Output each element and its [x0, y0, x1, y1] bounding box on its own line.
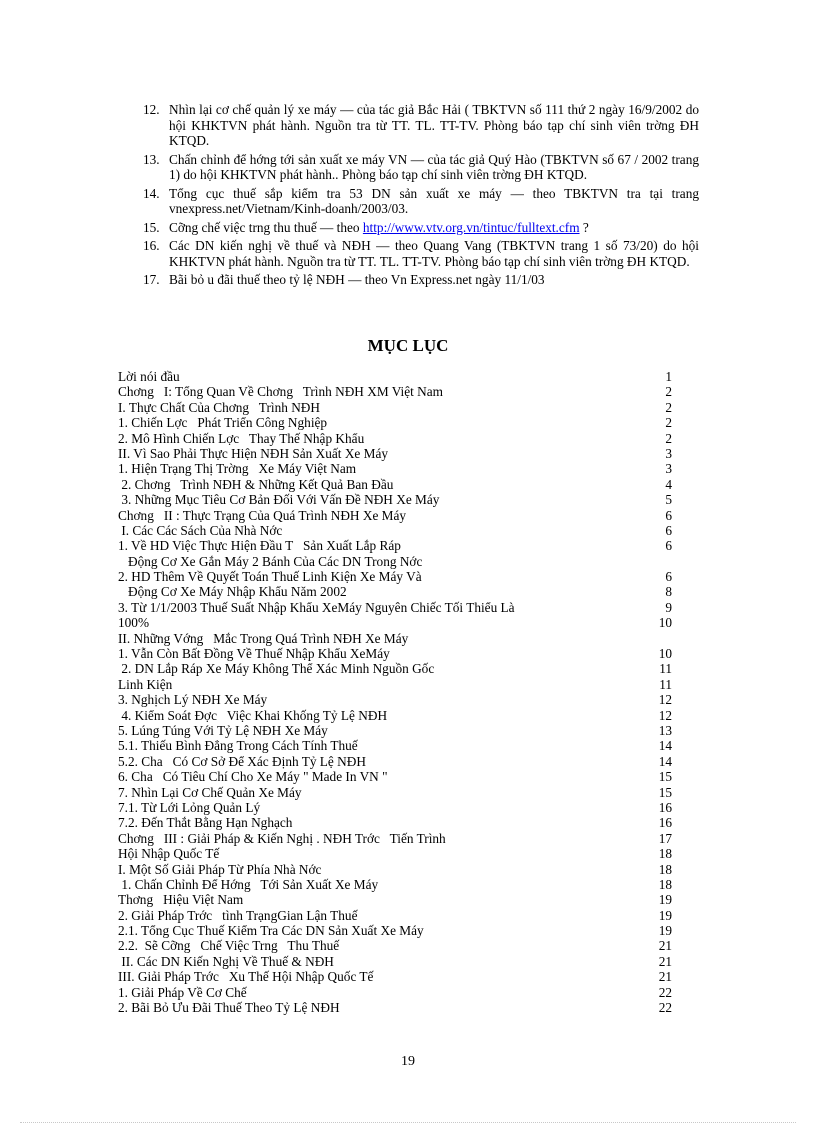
toc-entry — [118, 431, 672, 446]
toc-entry-label: 7.2. Đến Thắt Bằng Hạn Nghạch — [118, 815, 293, 831]
toc-entry-page: 15 — [658, 769, 672, 785]
toc-entry-page: 21 — [658, 953, 672, 969]
toc-entry-page: 17 — [658, 830, 672, 846]
reference-number: 16. — [143, 238, 160, 253]
reference-number: 15. — [143, 219, 160, 235]
toc-entry-page: 11 — [659, 676, 672, 692]
reference-text: Các DN kiến nghị về thuế và NĐH — theo Quang Vang (TBKTVN trang 1 số 73/20) do hội KHKTVN phát hành. Nguồn tra từ TT. TL. TT-TV. Phòng báo tạp chí sinh viên trờng ĐH KTQD. — [169, 238, 699, 269]
toc-entry — [118, 646, 672, 661]
toc-entry-page: 12 — [658, 707, 672, 723]
toc-entry-label: 3. Từ 1/1/2003 Thuế Suất Nhập Khẩu XeMáy Nguyên Chiếc Tối Thiểu Là — [118, 599, 515, 615]
toc-entry-page: 16 — [658, 799, 672, 815]
toc-entry-page: 14 — [658, 753, 672, 769]
toc-entry-page: 22 — [658, 984, 672, 1000]
toc-entry — [118, 892, 672, 907]
reference-text-suffix: ? — [579, 219, 589, 235]
toc-entry — [118, 969, 672, 984]
reference-number: 12. — [143, 102, 160, 117]
reference-item — [143, 152, 699, 183]
toc-entry-label: 1. Giải Pháp Về Cơ Chế — [118, 984, 247, 1000]
toc-entry — [118, 938, 672, 953]
toc-entry-page: 14 — [658, 738, 672, 754]
toc-entry-page: 3 — [665, 445, 672, 461]
toc-entry — [118, 446, 672, 461]
toc-entry-label: 5.2. Cha Có Cơ Sở Để Xác Định Tỷ Lệ NĐH — [118, 753, 366, 769]
toc-entry-label: 1. Chiến Lợc Phát Triển Công Nghiệp — [118, 415, 328, 431]
toc-entry-page: 19 — [658, 907, 672, 923]
toc-entry-label: 1. Về HD Việc Thực Hiện Đầu T Sản Xuất Lắp Ráp — [118, 538, 401, 554]
toc-entry — [118, 661, 672, 676]
toc-entry-label: 6. Cha Có Tiêu Chí Cho Xe Máy " Made In VN " — [118, 769, 388, 785]
toc-entry-label: Linh Kiện — [118, 676, 173, 692]
toc-entry-label: 2. Giải Pháp Trớc tình TrạngGian Lận Thuế — [118, 907, 358, 923]
reference-number: 17. — [143, 272, 160, 287]
toc-entry-label: Động Cơ Xe Gắn Máy 2 Bánh Của Các DN Trong Nớc — [118, 553, 423, 569]
toc-entry-page: 10 — [658, 615, 672, 631]
reference-list — [143, 102, 699, 291]
toc-entry-page: 19 — [658, 923, 672, 939]
toc-entry-label: 2. HD Thêm Về Quyết Toán Thuế Linh Kiện Xe Máy Và — [118, 569, 422, 585]
toc-entry-page: 15 — [658, 784, 672, 800]
reference-text: Nhìn lại cơ chế quản lý xe máy — của tác giả Bắc Hải ( TBKTVN số 111 thứ 2 ngày 16/9/2002 do hội KHKTVN phát hành. Nguồn tra từ TT. TL. TT-TV. Phòng báo tạp chí sinh viên trờng ĐH KTQD. — [169, 102, 699, 148]
toc-entry-page: 6 — [665, 569, 672, 585]
toc-entry — [118, 631, 672, 646]
toc-entry — [118, 723, 672, 738]
toc-entry-label: I. Thực Chất Của Chơng Trình NĐH — [118, 399, 321, 415]
toc-entry-label: Thơng Hiệu Việt Nam — [118, 892, 244, 908]
toc-entry-label: 2. Bãi Bỏ Ưu Đãi Thuế Theo Tỷ Lệ NĐH — [118, 1000, 340, 1016]
toc-entry-label: 7.1. Từ Lới Lỏng Quản Lý — [118, 799, 261, 815]
reference-number: 14. — [143, 185, 160, 201]
toc-entry-label: Chơng II : Thực Trạng Của Quá Trình NĐH Xe Máy — [118, 507, 407, 523]
toc-entry-label: 3. Những Mục Tiêu Cơ Bản Đối Với Vấn Đề NĐH Xe Máy — [118, 492, 440, 508]
toc-entry — [118, 384, 672, 399]
toc-entry — [118, 908, 672, 923]
toc-entry-page: 18 — [658, 876, 672, 892]
reference-text: Chấn chỉnh để hớng tới sản xuất xe máy VN — của tác giả Quý Hào (TBKTVN số 67 / 2002 trang 1) do hội KHKTVN phát hành.. Phòng báo tạp chí sinh viên trờng ĐH KTQD. — [169, 151, 699, 182]
toc-entry — [118, 554, 672, 569]
toc-entry-label: Hội Nhập Quốc Tế — [118, 846, 220, 862]
toc-entry-page: 3 — [665, 461, 672, 477]
toc-entry-label: 2. Mô Hình Chiến Lợc Thay Thế Nhập Khẩu — [118, 430, 365, 446]
toc-entry-label: III. Giải Pháp Trớc Xu Thế Hội Nhập Quốc Tế — [118, 969, 374, 985]
toc-entry-label: Chơng I: Tổng Quan Về Chơng Trình NĐH XM Việt Nam — [118, 384, 444, 400]
toc-entry-label: 1. Chấn Chỉnh Để Hớng Tới Sản Xuất Xe Máy — [118, 876, 379, 892]
toc-entry — [118, 708, 672, 723]
toc-entry-page: 11 — [659, 661, 672, 677]
toc-entry — [118, 692, 672, 707]
toc-entry — [118, 400, 672, 415]
page-number: 19 — [401, 1054, 415, 1069]
toc-entry-label: II. Các DN Kiến Nghị Về Thuế & NĐH — [118, 953, 334, 969]
reference-text: Tổng cục thuế sắp kiểm tra 53 DN sản xuất xe máy — theo TBKTVN tra tại trang vnexpress.net/Vietnam/Kinh-doanh/2003/03. — [169, 185, 699, 216]
toc-entry — [118, 815, 672, 830]
toc-entry — [118, 569, 672, 584]
toc-entry-label: Động Cơ Xe Máy Nhập Khẩu Năm 2002 — [118, 584, 347, 600]
toc-entry-label: I. Một Số Giải Pháp Từ Phía Nhà Nớc — [118, 861, 322, 877]
toc-entry-page: 13 — [658, 722, 672, 738]
toc-entry — [118, 677, 672, 692]
toc-entry-page: 10 — [658, 646, 672, 662]
toc-entry — [118, 754, 672, 769]
toc-entry-page: 8 — [665, 584, 672, 600]
toc-entry-label: 100% — [118, 615, 150, 631]
reference-text — [169, 220, 699, 236]
reference-text: Bãi bỏ u đãi thuế theo tỷ lệ NĐH — theo Vn Express.net ngày 11/1/03 — [169, 272, 545, 287]
toc-entry — [118, 461, 672, 476]
toc-entry-label: 2.1. Tổng Cục Thuế Kiểm Tra Các DN Sản Xuất Xe Máy — [118, 923, 424, 939]
reference-link[interactable]: http://www.vtv.org.vn/tintuc/fulltext.cfm — [362, 219, 580, 235]
toc-entry-page: 2 — [665, 384, 672, 400]
toc-entry-page: 19 — [658, 892, 672, 908]
reference-item — [143, 238, 699, 269]
reference-text-prefix: Cỡng chế việc trng thu thuế — theo — [169, 219, 363, 235]
toc-title: MỤC LỤC — [367, 336, 449, 355]
reference-item — [143, 272, 699, 288]
toc-entry — [118, 862, 672, 877]
toc-entry-page: 21 — [658, 969, 672, 985]
toc-entry-label: 1. Hiện Trạng Thị Trờng Xe Máy Việt Nam — [118, 461, 357, 477]
toc-entry — [118, 785, 672, 800]
toc-entry-page: 22 — [658, 1000, 672, 1016]
toc-entry-page: 18 — [658, 861, 672, 877]
toc-entry — [118, 985, 672, 1000]
toc-entry — [118, 492, 672, 507]
toc-entry — [118, 738, 672, 753]
toc-entry-label: 3. Nghịch Lý NĐH Xe Máy — [118, 692, 268, 708]
table-of-contents — [118, 369, 672, 1015]
toc-entry-label: II. Những Vớng Mắc Trong Quá Trình NĐH Xe Máy — [118, 630, 409, 646]
toc-entry-page: 18 — [658, 846, 672, 862]
toc-entry-page: 2 — [665, 399, 672, 415]
toc-entry-label: Chơng III : Giải Pháp & Kiến Nghị . NĐH Trớc Tiến Trình — [118, 830, 446, 846]
toc-entry-page: 6 — [665, 522, 672, 538]
toc-entry — [118, 538, 672, 553]
toc-entry-label: II. Vì Sao Phải Thực Hiện NĐH Sản Xuất Xe Máy — [118, 445, 389, 461]
toc-entry-label: 4. Kiểm Soát Đợc Việc Khai Khống Tỷ Lệ NĐH — [118, 707, 388, 723]
toc-entry-label: 2. DN Lắp Ráp Xe Máy Không Thể Xác Minh Nguồn Gốc — [118, 661, 435, 677]
toc-entry — [118, 508, 672, 523]
toc-entry-page: 2 — [665, 415, 672, 431]
toc-entry — [118, 800, 672, 815]
toc-entry — [118, 923, 672, 938]
toc-entry — [118, 615, 672, 630]
toc-entry — [118, 769, 672, 784]
toc-entry-page: 2 — [665, 430, 672, 446]
toc-entry-page: 1 — [665, 369, 672, 384]
toc-entry-page: 6 — [665, 538, 672, 554]
toc-entry-label: I. Các Các Sách Của Nhà Nớc — [118, 522, 283, 538]
toc-entry-label: 5.1. Thiếu Bình Đẳng Trong Cách Tính Thuế — [118, 738, 358, 754]
toc-entry-page: 4 — [665, 476, 672, 492]
toc-entry — [118, 877, 672, 892]
toc-entry-page — [652, 631, 672, 646]
reference-item — [143, 186, 699, 217]
toc-entry-label: 7. Nhìn Lại Cơ Chế Quản Xe Máy — [118, 784, 302, 800]
reference-item — [143, 102, 699, 149]
toc-entry-label: 2.2. Sẽ Cỡng Chế Việc Trng Thu Thuế — [118, 938, 340, 954]
toc-entry-page: 21 — [658, 938, 672, 954]
toc-entry — [118, 523, 672, 538]
reference-number: 13. — [143, 151, 160, 167]
toc-entry — [118, 415, 672, 430]
toc-entry — [118, 477, 672, 492]
toc-entry — [118, 600, 672, 615]
toc-entry — [118, 831, 672, 846]
reference-item — [143, 220, 699, 236]
toc-entry-label: 5. Lúng Túng Với Tỷ Lệ NĐH Xe Máy — [118, 722, 328, 738]
toc-entry-page: 5 — [665, 492, 672, 508]
toc-entry-page: 12 — [658, 692, 672, 708]
toc-entry-page: 9 — [665, 599, 672, 615]
toc-entry-label: 1. Vẫn Còn Bất Đồng Về Thuế Nhập Khẩu XeMáy — [118, 646, 390, 662]
toc-entry-page: 6 — [665, 507, 672, 523]
toc-entry-label: 2. Chơng Trình NĐH & Những Kết Quả Ban Đầu — [118, 476, 394, 492]
toc-entry — [118, 584, 672, 599]
toc-entry-page: 16 — [658, 815, 672, 831]
toc-entry — [118, 846, 672, 861]
toc-entry — [118, 369, 672, 384]
toc-entry-label: Lời nói đầu — [118, 369, 180, 384]
toc-entry-page — [652, 554, 672, 569]
toc-entry — [118, 1000, 672, 1015]
toc-entry — [118, 954, 672, 969]
